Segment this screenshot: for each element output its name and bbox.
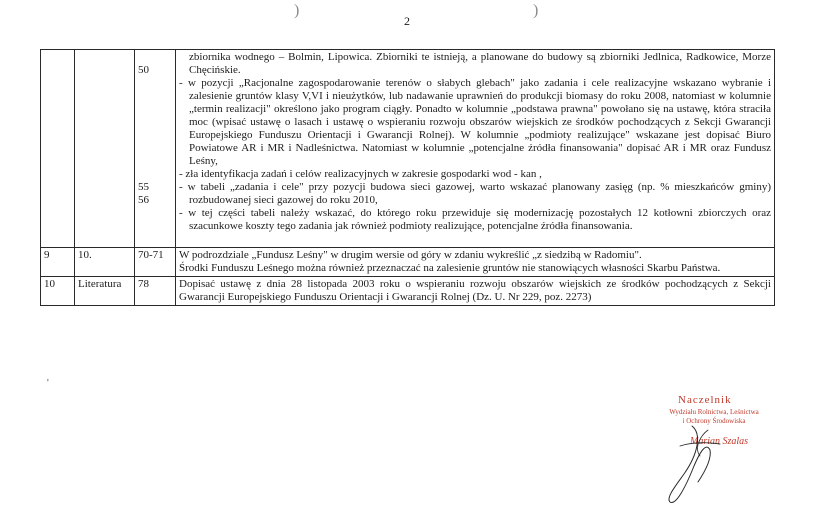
section-cell <box>75 50 135 248</box>
section-cell: Literatura <box>75 277 135 306</box>
remarks-table <box>40 49 775 306</box>
page-reference: 56 <box>138 194 149 206</box>
remark-paragraph: Środki Funduszu Leśnego można również przeznaczać na zalesienie gruntów nie stanowiących własności Skarbu Państwa. <box>179 262 721 274</box>
remark-paragraph: zbiornika wodnego – Bolmin, Lipowica. Zbiorniki te istnieją, a planowane do budowy są zbiorniki Jedlnica, Radkowice, Morze Chęcińskie. <box>189 51 771 76</box>
stray-mark: ' <box>47 378 49 389</box>
row-number-cell <box>41 50 75 248</box>
stamp-name: Marian Szalas <box>690 436 749 447</box>
page-reference <box>138 116 172 129</box>
handwritten-signature <box>640 390 790 510</box>
page-reference <box>138 142 172 155</box>
official-stamp <box>640 390 790 510</box>
remark-paragraph: - w pozycji „Racjonalne zagospodarowanie terenów o słabych glebach" jako zadania i cele realizacyjne wskazano wybranie i zalesienie gruntów klasy V,VI i nieużytków, lub nadawanie uprawnień do produkcji biomasy do roku 2008, natomiast w kolumnie „termin realizacji" określono jako program ciągły. Ponadto w kolumnie „podstawa prawna" powołano się na ustawę, która straciła moc (wpisać ustawę o lasach i ustawę o wspieraniu rozwoju obszarów wiejskich ze środków pochodzących z Sekcji Gwarancji Europejskiego Funduszu Orientacji i Gwarancji Rolnej). W kolumnie „podmioty realizujące" wskazane jest dopisać Biuro Powiatowe AR i MR i Nadleśnictwa. Natomiast w kolumnie „potencjalne źródła finansowania" dopisać AR i MR oraz Fundusz Leśny, <box>179 77 771 167</box>
page-cell <box>135 248 176 277</box>
page-reference <box>138 233 172 246</box>
page-reference: 78 <box>138 278 149 290</box>
page-reference <box>138 207 172 220</box>
page-reference <box>138 168 172 181</box>
stamp-title: Naczelnik <box>678 394 732 406</box>
table-row <box>41 277 775 306</box>
page-reference <box>138 155 172 168</box>
page-reference <box>138 51 172 64</box>
page-cell <box>135 50 176 248</box>
remarks-cell <box>176 277 775 306</box>
row-number-cell: 10 <box>41 277 75 306</box>
page-cell <box>135 277 176 306</box>
remark-paragraph: - w tej części tabeli należy wskazać, do którego roku przewiduje się modernizację pozostałych 12 kotłowni zbiorczych oraz szacunkowe koszty tego zadania jak również podmioty realizujące, potencjalne źródła finansowania. <box>179 207 771 232</box>
page-reference <box>138 220 172 233</box>
page-reference <box>138 77 172 90</box>
page-reference: 55 <box>138 181 149 193</box>
row-number-cell: 9 <box>41 248 75 277</box>
page-reference <box>138 90 172 103</box>
remarks-cell <box>176 50 775 248</box>
remark-paragraph: Dopisać ustawę z dnia 28 listopada 2003 roku o wspieraniu rozwoju obszarów wiejskich ze środków pochodzących z Sekcji Gwarancji Europejskiego Funduszu Orientacji i Gwarancji Rolnej (Dz. U. Nr 229, poz. 2273) <box>179 278 771 303</box>
table-row <box>41 50 775 248</box>
remark-paragraph: - w tabeli „zadania i cele" przy pozycji budowa sieci gazowej, warto wskazać planowany zasięg (np. % mieszkańców gminy) rozbudowanej sieci gazowej do roku 2010, <box>179 181 771 206</box>
remarks-cell <box>176 248 775 277</box>
page-number: 2 <box>404 14 410 28</box>
page-reference: 70-71 <box>138 249 164 261</box>
remark-paragraph: W podrozdziale „Fundusz Leśny" w drugim wersie od góry w zdaniu wykreślić „z siedzibą w Radomiu". <box>179 249 642 261</box>
page-reference: 50 <box>138 64 149 76</box>
stamp-department-line: i Ochrony Środowiska <box>682 417 746 425</box>
table-row <box>41 248 775 277</box>
hole-punch-mark-left: ) <box>294 2 300 19</box>
stamp-department-line: Wydziału Rolnictwa, Leśnictwa <box>669 408 759 416</box>
remark-paragraph: - zła identyfikacja zadań i celów realizacyjnych w zakresie gospodarki wod - kan , <box>179 168 542 180</box>
hole-punch-mark-right: ) <box>533 2 539 19</box>
section-cell: 10. <box>75 248 135 277</box>
page-reference <box>138 103 172 116</box>
page-reference <box>138 129 172 142</box>
